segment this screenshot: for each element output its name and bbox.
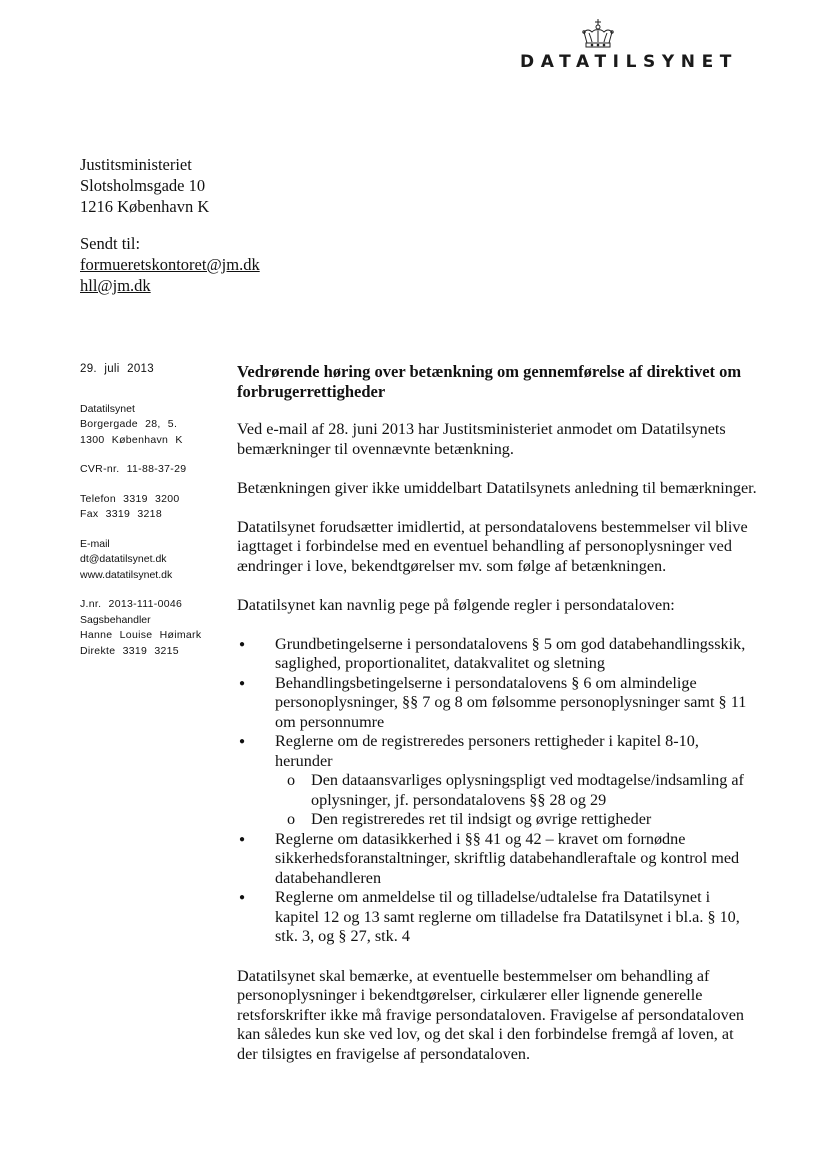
list-item: ● Behandlingsbetingelserne i persondatalovens § 6 om almindelige personoplysninger, §§ 7 og 8 om følsomme personoplysninger samt § 11 om personnumre bbox=[237, 674, 757, 733]
email-link-formueretskontoret[interactable]: formueretskontoret@jm.dk bbox=[80, 255, 260, 274]
recipient-name: Justitsministeriet bbox=[80, 155, 192, 174]
case-officer-label: Sagsbehandler bbox=[80, 613, 151, 626]
list-item: ● Reglerne om anmeldelse til og tilladelse/udtalelse fra Datatilsynet i kapitel 12 og 13 samt reglerne om tilladelse fra Datatilsynet i bl.a. § 10, stk. 3, og § 27, stk. 4 bbox=[237, 888, 757, 947]
sub-list bbox=[275, 771, 757, 830]
sender-email[interactable]: dt@datatilsynet.dk bbox=[80, 553, 167, 565]
logo-wordmark: DATATILSYNET bbox=[520, 52, 739, 72]
crown-icon bbox=[578, 18, 618, 52]
sent-to-block bbox=[80, 233, 260, 296]
letter-subject: Vedrørende høring over betænkning om gennemførelse af direktivet om forbrugerrettigheder bbox=[237, 362, 742, 401]
sender-sidebar bbox=[80, 362, 230, 659]
sender-org: Datatilsynet bbox=[80, 402, 135, 415]
paragraph-2: Betænkningen giver ikke umiddelbart Datatilsynets anledning til bemærkninger. bbox=[237, 478, 757, 497]
paragraph-4: Datatilsynet kan navnlig pege på følgende regler i persondataloven: bbox=[237, 595, 675, 614]
sender-cvr: CVR-nr. 11-88-37-29 bbox=[80, 463, 187, 475]
datatilsynet-logo bbox=[520, 18, 760, 78]
sub-bullet-marker: o bbox=[287, 771, 296, 789]
sub-list-item: o Den dataansvarliges oplysningspligt ved modtagelse/indsamling af oplysninger, jf. persondatalovens §§ 28 og 29 bbox=[287, 771, 744, 809]
sub-bullet-marker: o bbox=[287, 810, 296, 828]
paragraph-5: Datatilsynet skal bemærke, at eventuelle bestemmelser om behandling af personoplysninger i bekendtgørelser, cirkulærer eller lignende generelle retsforskrifter ikke må fravige persondataloven. Fravigelse af persondataloven kan således kun ske ved lov, og det skal i den forbindelse fremgå af loven, at der tilsigtes en fravigelse af persondataloven. bbox=[237, 966, 745, 1063]
sent-to-label: Sendt til: bbox=[80, 234, 141, 253]
sender-street: Borgergade 28, 5. bbox=[80, 418, 178, 430]
sub-list-item: o Den registreredes ret til indsigt og øvrige rettigheder bbox=[287, 810, 652, 828]
letter-date: 29. juli 2013 bbox=[80, 363, 154, 375]
rules-list bbox=[237, 635, 757, 947]
email-link-hll[interactable]: hll@jm.dk bbox=[80, 276, 151, 295]
sender-city: 1300 København K bbox=[80, 433, 183, 446]
list-item: ● Grundbetingelserne i persondatalovens § 5 om god databehandlingsskik, saglighed, proportionalitet, datakvalitet og sletning bbox=[237, 635, 757, 674]
case-officer-direct: Direkte 3319 3215 bbox=[80, 644, 179, 657]
recipient-street: Slotsholmsgade 10 bbox=[80, 176, 206, 195]
sender-phone: Telefon 3319 3200 bbox=[80, 492, 180, 505]
list-item: ● Reglerne om de registreredes personers rettigheder i kapitel 8-10, herunder o Den dataansvarliges oplysningspligt ved modtagelse/indsamling af oplysninger, jf. persondatalovens §§ 28 og 29 o Den registreredes ret til indsigt og øvrige rettigheder bbox=[237, 732, 757, 830]
letter-body bbox=[237, 362, 757, 1084]
case-officer-name: Hanne Louise Høimark bbox=[80, 629, 202, 641]
sender-fax: Fax 3319 3218 bbox=[80, 508, 162, 520]
sender-website[interactable]: www.datatilsynet.dk bbox=[80, 568, 173, 581]
sender-email-label: E-mail bbox=[80, 537, 110, 550]
recipient-address bbox=[80, 154, 209, 217]
recipient-city: 1216 København K bbox=[80, 197, 210, 216]
paragraph-1: Ved e-mail af 28. juni 2013 har Justitsministeriet anmodet om Datatilsynets bemærkninger til ovennævnte betænkning. bbox=[237, 420, 726, 458]
paragraph-3: Datatilsynet forudsætter imidlertid, at persondatalovens bestemmelser vil blive iagttaget i forbindelse med en eventuel behandling af personoplysninger ved ændringer i love, bekendtgørelser mv. som følge af betænkningen. bbox=[237, 517, 748, 575]
list-item: ● Reglerne om datasikkerhed i §§ 41 og 42 – kravet om fornødne sikkerhedsforanstaltninger, skriftlig databehandleraftale og kontrol med databehandleren bbox=[237, 830, 757, 889]
journal-number: J.nr. 2013-111-0046 bbox=[80, 598, 183, 610]
